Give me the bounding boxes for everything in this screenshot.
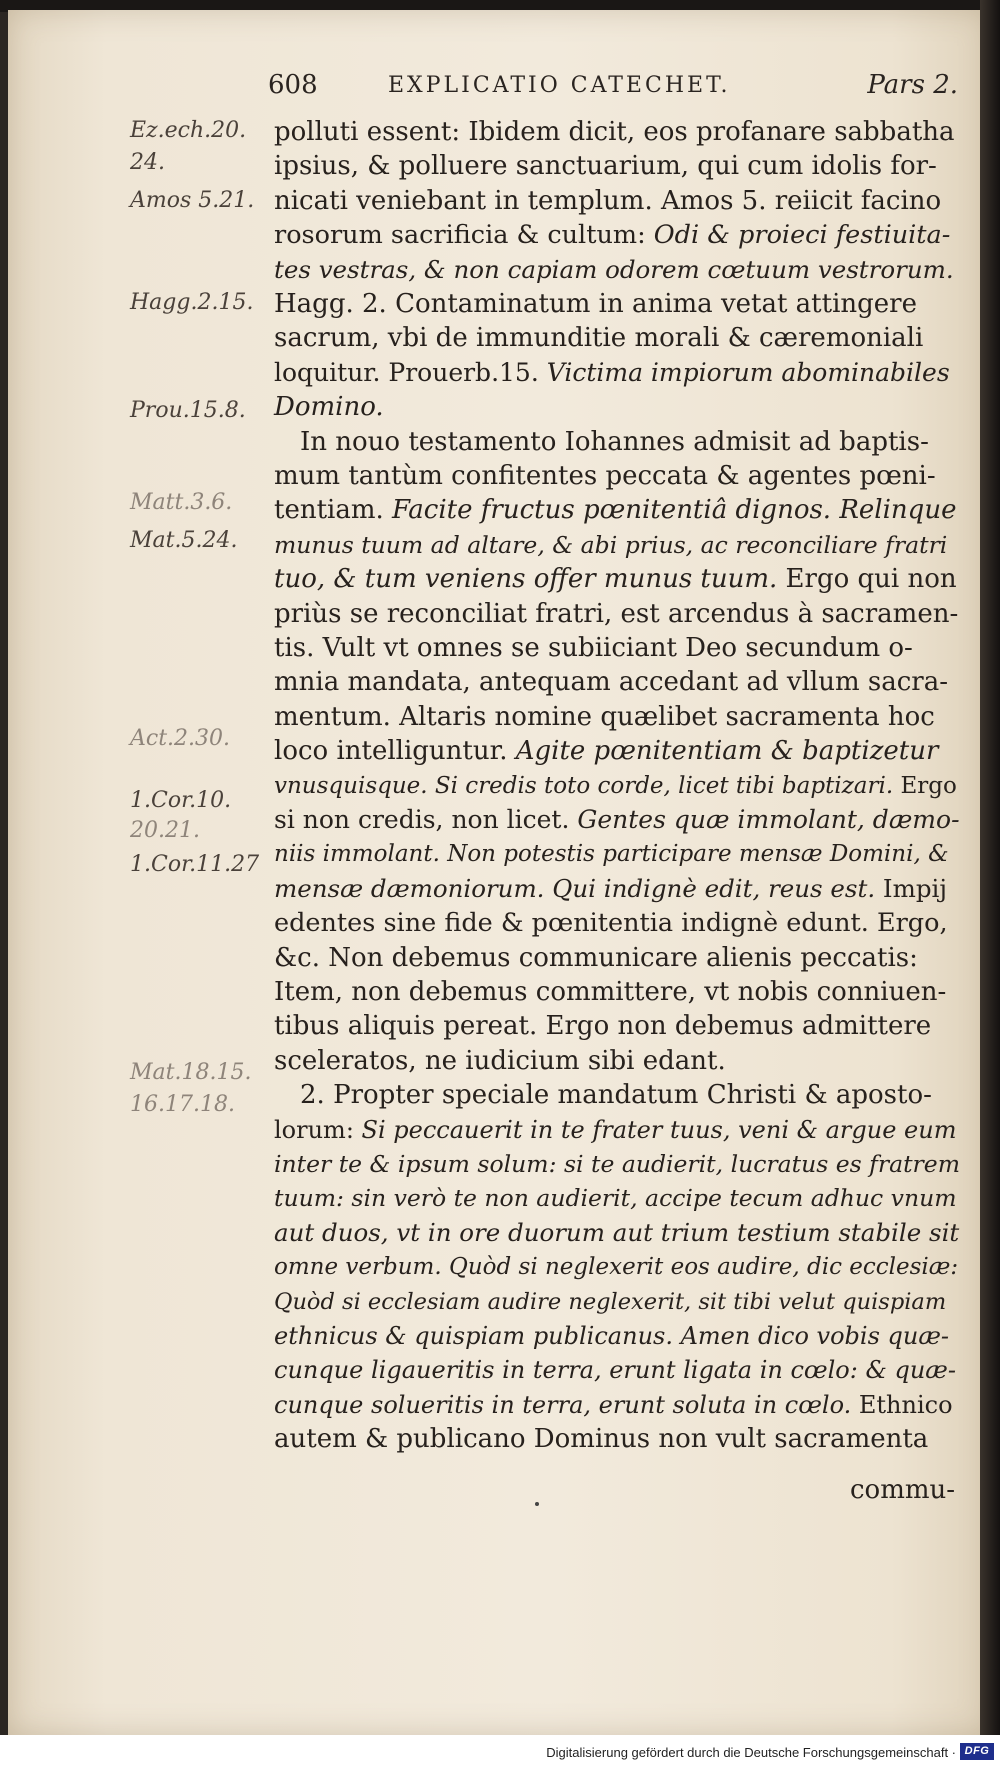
margin-reference: Matt.3.6. (130, 490, 233, 515)
text-line (274, 975, 960, 1009)
roman-text: edentes sine fide & pœnitentia indignè edunt. Ergo, (274, 908, 948, 939)
italic-quotation: Victima impiorum abominabiles (546, 357, 950, 387)
roman-text: lorum: (274, 1115, 362, 1144)
roman-text: Impij (875, 873, 947, 903)
text-line (274, 1147, 960, 1181)
italic-quotation: munus tuum ad altare, & abi prius, ac reconciliare fratri (274, 530, 948, 559)
italic-quotation: inter te & ipsum solum: si te audierit, lucratus es fratrem (274, 1150, 960, 1178)
roman-text: 2. Propter speciale mandatum Christi & aposto- (300, 1080, 932, 1111)
text-line (274, 1388, 960, 1422)
text-line (274, 321, 960, 355)
margin-reference: Prou.15.8. (130, 398, 246, 423)
text-line (274, 1009, 960, 1043)
text-line (274, 1181, 960, 1215)
text-line (274, 1250, 960, 1284)
roman-text: Hagg. 2. Contaminatum in anima vetat attingere (274, 289, 917, 319)
italic-quotation: Agite pœnitentiam & baptizetur (515, 736, 939, 767)
text-line (274, 149, 960, 183)
italic-quotation: ethnicus & quispiam publicanus. Amen dico vobis quæ- (274, 1322, 950, 1350)
text-line (274, 493, 960, 527)
text-line (300, 1078, 960, 1112)
italic-quotation: cunque solueritis in terra, erunt soluta in cœlo. (274, 1390, 852, 1419)
text-line (274, 356, 960, 390)
text-line (274, 1353, 960, 1387)
roman-text: Ergo (893, 772, 957, 799)
roman-text: tis. Vult vt omnes se subiiciant Deo secundum o- (274, 633, 913, 663)
italic-quotation: Odi & proieci festiuita- (653, 220, 951, 251)
text-line (274, 665, 960, 699)
text-line (274, 837, 960, 871)
margin-reference: 1.Cor.10. (130, 788, 232, 813)
roman-text: sceleratos, ne iudicium sibi edant. (274, 1045, 726, 1076)
roman-text: Ergo qui non (777, 564, 957, 595)
text-line (274, 184, 960, 218)
roman-text: tibus aliquis pereat. Ergo non debemus admittere (274, 1011, 932, 1042)
digitization-footer (0, 1735, 1000, 1768)
text-line (274, 1285, 960, 1319)
running-header (268, 70, 958, 104)
text-line (274, 700, 960, 734)
text-line (274, 528, 960, 562)
text-line (274, 1113, 960, 1147)
roman-text: sacrum, vbi de immunditie morali & cæremoniali (274, 323, 924, 354)
roman-text: loquitur. Prouerb.15. (274, 357, 547, 387)
italic-quotation: tes vestras, & non capiam odorem cœtuum vestrorum. (274, 254, 954, 284)
part-label: Pars 2. (867, 70, 958, 100)
margin-reference: Hagg.2.15. (130, 290, 254, 315)
text-line (274, 872, 960, 906)
text-line (274, 1216, 960, 1250)
italic-quotation: mensæ dæmoniorum. Qui indignè edit, reus est. (274, 873, 876, 903)
text-line (274, 1422, 960, 1456)
roman-text: rosorum sacrificia & cultum: (274, 220, 654, 251)
italic-quotation: tuum: sin verò te non audierit, accipe tecum adhuc vnum (274, 1184, 957, 1213)
roman-text: mentum. Altaris nomine quælibet sacramenta hoc (274, 701, 935, 732)
margin-reference: Mat.18.15. (130, 1060, 252, 1085)
text-line (274, 631, 960, 665)
margin-reference: Act.2.30. (130, 726, 231, 751)
italic-quotation: tuo, & tum veniens offer munus tuum. (274, 564, 778, 595)
roman-text: In nouo testamento Iohannes admisit ad baptis- (300, 426, 929, 457)
margin-reference: Mat.5.24. (130, 528, 238, 553)
dfg-logo: DFG (960, 1743, 994, 1760)
italic-quotation: Domino. (274, 392, 384, 423)
book-spine (980, 0, 1000, 1768)
italic-quotation: cunque ligaueritis in terra, erunt ligata in cœlo: & quæ- (274, 1356, 956, 1385)
roman-text: tentiam. (274, 495, 393, 526)
text-line (274, 941, 960, 975)
text-line (300, 425, 960, 459)
italic-quotation: vnusquisque. Si credis toto corde, licet tibi baptizari. (274, 772, 894, 799)
text-line (274, 287, 960, 321)
text-line (274, 734, 960, 768)
text-line (274, 769, 960, 803)
margin-reference: 24. (130, 150, 165, 175)
italic-quotation: Gentes quæ immolant, dæmo- (577, 805, 960, 834)
roman-text: priùs se reconciliat fratri, est arcendus à sacramen- (274, 598, 959, 629)
ink-speck (535, 1502, 539, 1506)
italic-quotation: omne verbum. Quòd si neglexerit eos audire, dic ecclesiæ: (274, 1254, 959, 1281)
footer-credit: Digitalisierung gefördert durch die Deutsche Forschungsgemeinschaft · (546, 1745, 956, 1760)
text-line (274, 803, 960, 837)
text-line (274, 390, 960, 424)
roman-text: loco intelliguntur. (274, 736, 516, 767)
page-number: 608 (268, 70, 318, 100)
roman-text: polluti essent: Ibidem dicit, eos profanare sabbatha (274, 117, 955, 147)
roman-text: &c. Non debemus communicare alienis peccatis: (274, 942, 918, 973)
italic-quotation: Quòd si ecclesiam audire neglexerit, sit tibi velut quispiam (274, 1288, 947, 1315)
margin-reference: 16.17.18. (130, 1092, 235, 1117)
text-line (274, 597, 960, 631)
roman-text: si non credis, non licet. (274, 805, 578, 834)
running-title: EXPLICATIO CATECHET. (388, 73, 731, 98)
italic-quotation: aut duos, vt in ore duorum aut trium testium stabile sit (274, 1217, 960, 1247)
margin-reference: Amos 5.21. (130, 188, 255, 213)
roman-text: Item, non debemus committere, vt nobis conniuen- (274, 977, 947, 1007)
text-line (274, 562, 960, 596)
roman-text: autem & publicano Dominus non vult sacramenta (274, 1424, 929, 1455)
roman-text: ipsius, & polluere sanctuarium, qui cum idolis for- (274, 151, 937, 182)
text-line (274, 253, 960, 287)
margin-reference: 20.21. (130, 818, 200, 843)
roman-text: Ethnico (851, 1390, 953, 1419)
margin-reference: Ez.ech.20. (130, 118, 247, 143)
roman-text: nicati veniebant in templum. Amos 5. reiicit facino (274, 185, 942, 216)
italic-quotation: Si peccauerit in te frater tuus, veni & argue eum (361, 1115, 957, 1144)
roman-text: mum tantùm confitentes peccata & agentes pœni- (274, 461, 936, 491)
text-line (274, 906, 960, 940)
italic-quotation: Facite fructus pœnitentiâ dignos. Relinque (392, 495, 957, 526)
italic-quotation: niis immolant. Non potestis participare mensæ Domini, & (274, 841, 949, 868)
text-line (274, 1044, 960, 1078)
roman-text: mnia mandata, antequam accedant ad vllum sacra- (274, 667, 949, 698)
text-line (274, 218, 960, 252)
text-line (274, 459, 960, 493)
text-line (274, 115, 960, 149)
text-line (274, 1319, 960, 1353)
margin-reference: 1.Cor.11.27 (130, 852, 260, 877)
catchword: commu- (850, 1475, 956, 1505)
